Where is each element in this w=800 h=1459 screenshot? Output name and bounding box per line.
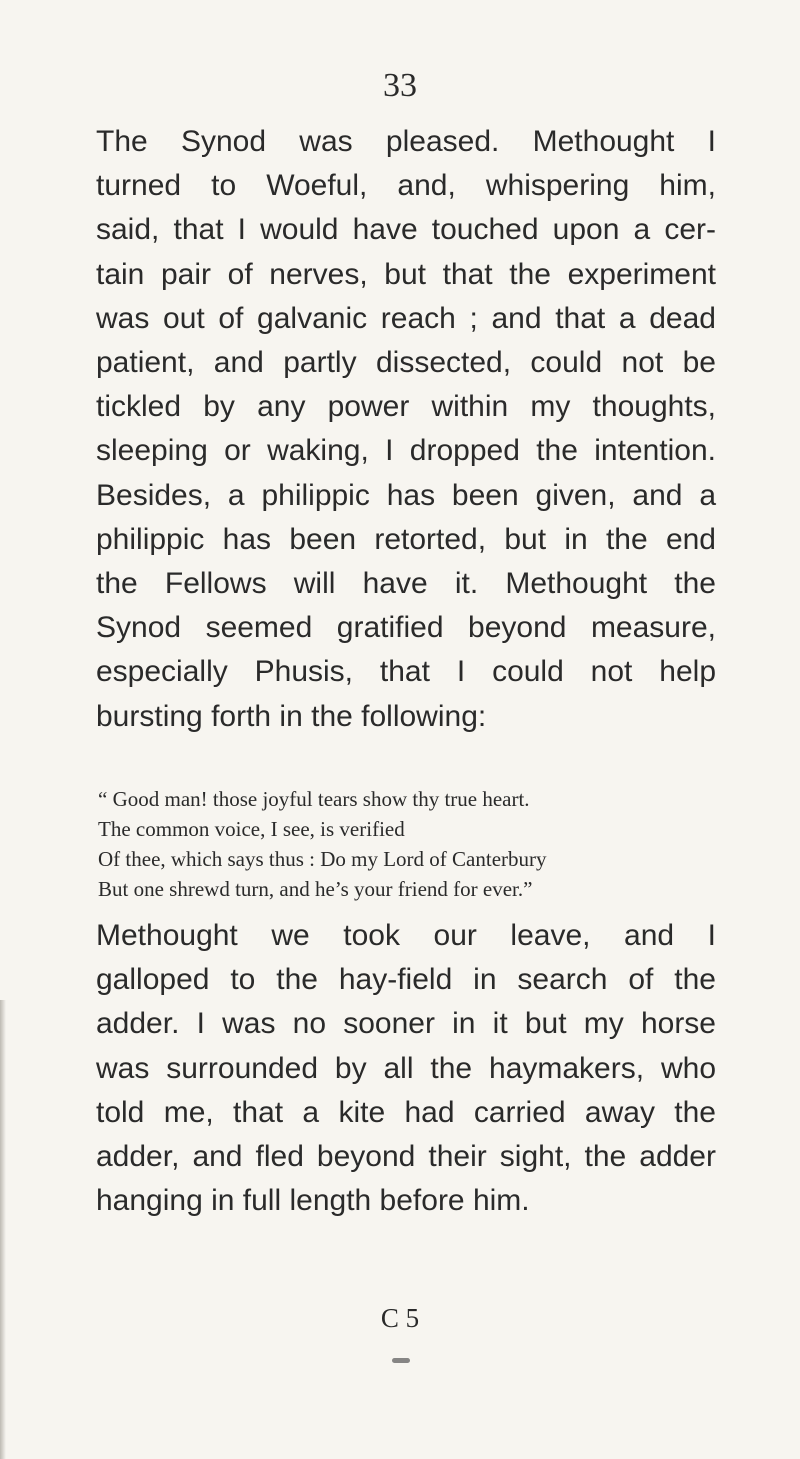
paragraph-synod xyxy=(96,120,716,739)
text-line: galloped to the hay-field in search of the xyxy=(96,963,716,997)
page-number: 33 xyxy=(383,67,417,104)
text-line: said, that I would have touched upon a cer- xyxy=(96,213,716,247)
text-line: Besides, a philippic has been given, and a xyxy=(96,478,716,512)
text-line: was out of galvanic reach ; and that a dead xyxy=(96,301,716,335)
verse-line: The common voice, I see, is verified xyxy=(98,817,405,841)
text-line: adder. I was no sooner in it but my horse xyxy=(96,1007,716,1041)
signature-mark: C 5 xyxy=(380,1303,420,1333)
paragraph-hayfield xyxy=(96,914,716,1223)
text-line: especially Phusis, that I could not help xyxy=(96,655,716,689)
ink-blot xyxy=(392,1358,410,1363)
verse-line: “ Good man! those joyful tears show thy true heart. xyxy=(98,787,530,811)
text-line: was surrounded by all the haymakers, who xyxy=(96,1051,716,1085)
text-line: Synod seemed gratified beyond measure, xyxy=(96,611,716,645)
text-line: tain pair of nerves, but that the experiment xyxy=(96,257,716,291)
text-line: bursting forth in the following: xyxy=(96,699,487,733)
text-line: Methought we took our leave, and I xyxy=(96,919,716,952)
text-line: hanging in full length before him. xyxy=(96,1184,530,1218)
text-line: told me, that a kite had carried away the xyxy=(96,1095,716,1129)
text-line: adder, and fled beyond their sight, the adder xyxy=(96,1140,716,1174)
text-line: The Synod was pleased. Methought I xyxy=(96,125,716,158)
verse-quotation xyxy=(98,784,738,904)
verse-line: But one shrewd turn, and he’s your friend for ever.” xyxy=(98,877,533,901)
text-line: the Fellows will have it. Methought the xyxy=(96,567,716,601)
text-line: turned to Woeful, and, whispering him, xyxy=(96,169,716,203)
text-line: philippic has been retorted, but in the end xyxy=(96,522,716,556)
page-edge-shadow xyxy=(0,1000,6,1459)
text-line: tickled by any power within my thoughts, xyxy=(96,390,716,424)
verse-line: Of thee, which says thus : Do my Lord of Canterbury xyxy=(98,847,547,871)
text-line: sleeping or waking, I dropped the intention. xyxy=(96,434,716,468)
text-line: patient, and partly dissected, could not be xyxy=(96,346,716,380)
